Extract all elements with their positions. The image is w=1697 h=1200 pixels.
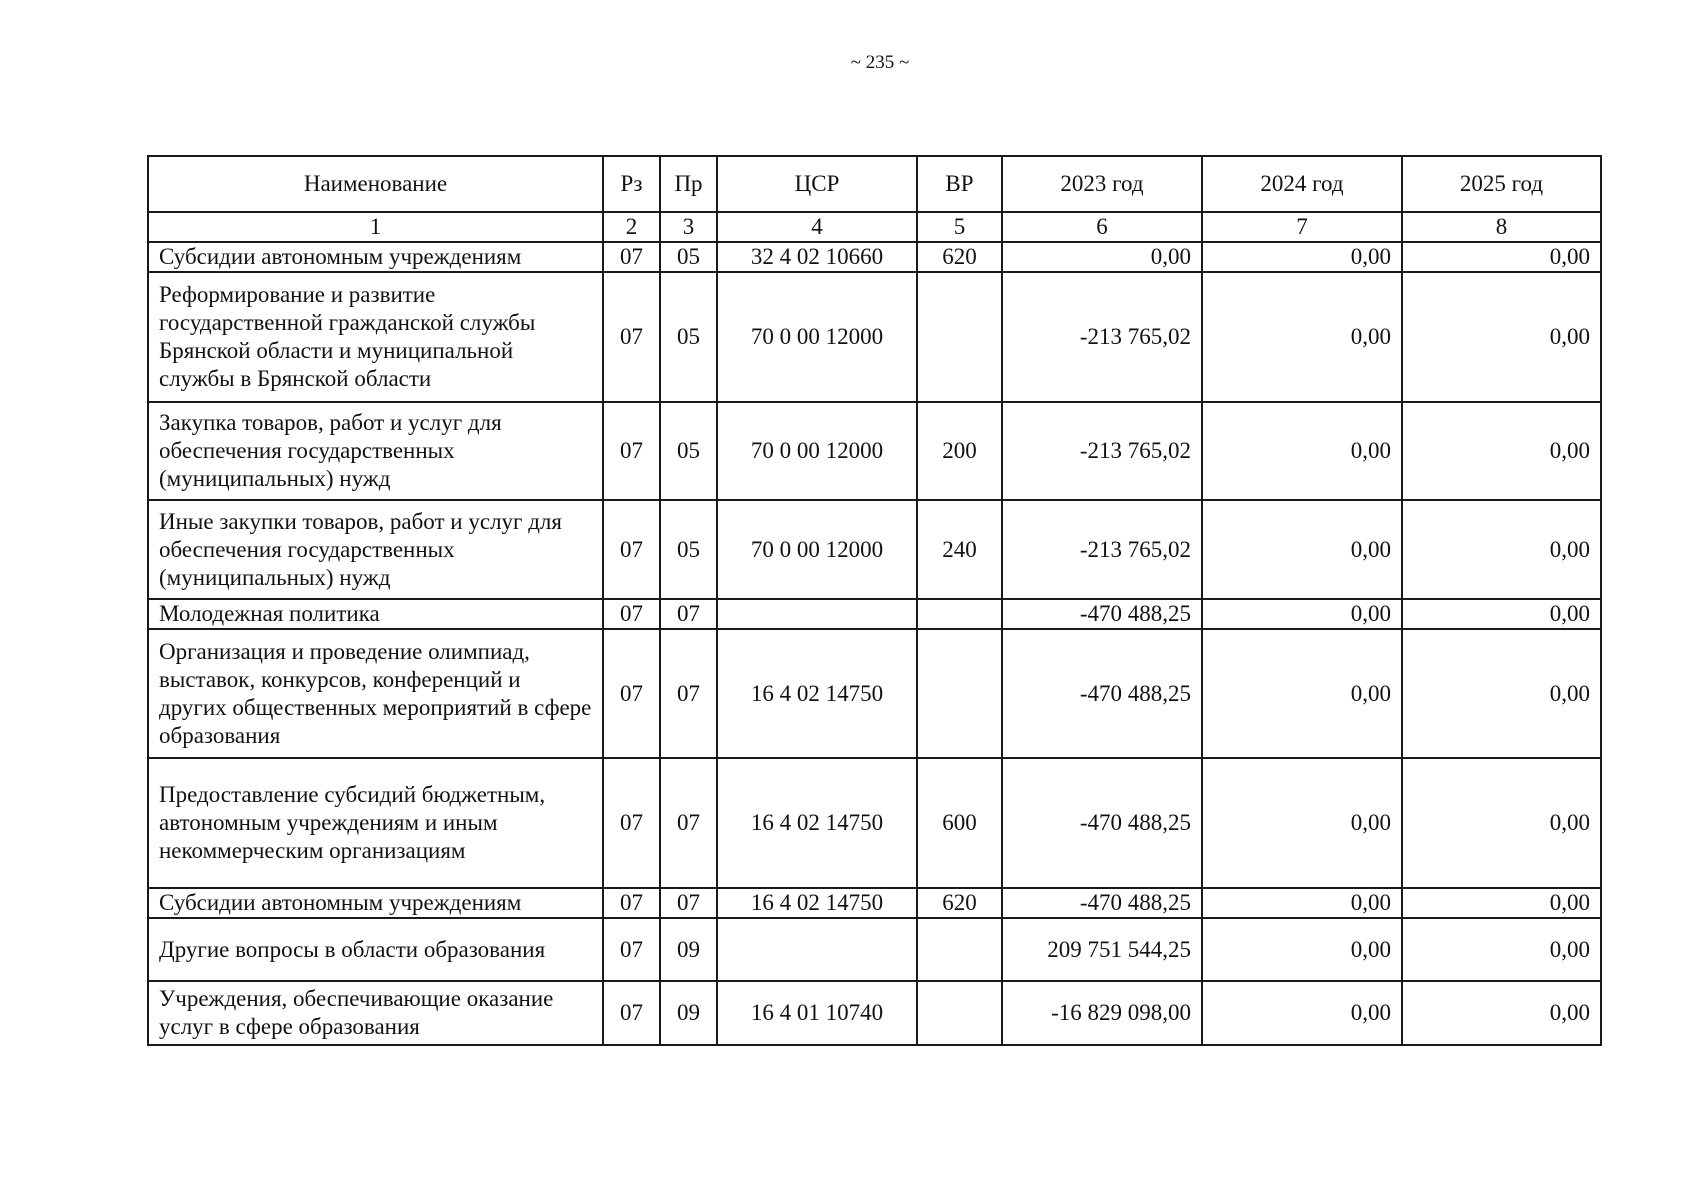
row-rz: 07 <box>603 599 660 629</box>
header-2025: 2025 год <box>1402 156 1601 212</box>
row-rz: 07 <box>603 629 660 758</box>
row-2023: -213 765,02 <box>1002 500 1202 599</box>
header-csr: ЦСР <box>717 156 917 212</box>
row-csr: 16 4 02 14750 <box>717 758 917 888</box>
row-name: Закупка товаров, работ и услуг для обеспечения государственных (муниципальных) нужд <box>148 402 603 500</box>
row-2023: -470 488,25 <box>1002 758 1202 888</box>
table-row <box>148 629 1601 758</box>
row-2024: 0,00 <box>1202 981 1402 1045</box>
row-2025: 0,00 <box>1402 599 1601 629</box>
row-2024: 0,00 <box>1202 599 1402 629</box>
row-2024: 0,00 <box>1202 272 1402 402</box>
row-rz: 07 <box>603 242 660 272</box>
column-number: 5 <box>917 212 1002 242</box>
row-name: Молодежная политика <box>148 599 603 629</box>
column-number: 6 <box>1002 212 1202 242</box>
row-2025: 0,00 <box>1402 500 1601 599</box>
budget-table <box>147 155 1602 1046</box>
table-row <box>148 758 1601 888</box>
row-2025: 0,00 <box>1402 888 1601 918</box>
row-pr: 07 <box>660 629 717 758</box>
row-name: Учреждения, обеспечивающие оказание услуг в сфере образования <box>148 981 603 1045</box>
row-name: Реформирование и развитие государственной гражданской службы Брянской области и муниципальной службы в Брянской области <box>148 272 603 402</box>
row-csr: 70 0 00 12000 <box>717 402 917 500</box>
row-csr <box>717 599 917 629</box>
row-csr: 32 4 02 10660 <box>717 242 917 272</box>
row-vr <box>917 272 1002 402</box>
row-name: Субсидии автономным учреждениям <box>148 888 603 918</box>
row-2024: 0,00 <box>1202 242 1402 272</box>
row-2023: -470 488,25 <box>1002 599 1202 629</box>
row-csr <box>717 918 917 981</box>
column-number: 1 <box>148 212 603 242</box>
row-2023: 0,00 <box>1002 242 1202 272</box>
row-name: Предоставление субсидий бюджетным, автономным учреждениям и иным некоммерческим организациям <box>148 758 603 888</box>
header-rz: Рз <box>603 156 660 212</box>
row-2023: -213 765,02 <box>1002 402 1202 500</box>
column-number: 3 <box>660 212 717 242</box>
row-rz: 07 <box>603 500 660 599</box>
row-vr <box>917 918 1002 981</box>
row-vr <box>917 599 1002 629</box>
row-name: Организация и проведение олимпиад, выставок, конкурсов, конференций и других общественных мероприятий в сфере образования <box>148 629 603 758</box>
row-rz: 07 <box>603 918 660 981</box>
table-row <box>148 599 1601 629</box>
row-vr: 600 <box>917 758 1002 888</box>
row-name: Иные закупки товаров, работ и услуг для обеспечения государственных (муниципальных) нужд <box>148 500 603 599</box>
row-vr <box>917 981 1002 1045</box>
row-rz: 07 <box>603 981 660 1045</box>
page-number: ~ 235 ~ <box>850 52 910 73</box>
row-2023: 209 751 544,25 <box>1002 918 1202 981</box>
column-number: 7 <box>1202 212 1402 242</box>
row-2025: 0,00 <box>1402 402 1601 500</box>
table-row <box>148 402 1601 500</box>
row-2025: 0,00 <box>1402 242 1601 272</box>
table-row <box>148 888 1601 918</box>
row-csr: 70 0 00 12000 <box>717 272 917 402</box>
row-name: Другие вопросы в области образования <box>148 918 603 981</box>
header-pr: Пр <box>660 156 717 212</box>
row-csr: 70 0 00 12000 <box>717 500 917 599</box>
row-2023: -213 765,02 <box>1002 272 1202 402</box>
row-2025: 0,00 <box>1402 918 1601 981</box>
row-2025: 0,00 <box>1402 629 1601 758</box>
row-pr: 09 <box>660 981 717 1045</box>
row-vr: 620 <box>917 888 1002 918</box>
table-row <box>148 918 1601 981</box>
table-row <box>148 272 1601 402</box>
row-2024: 0,00 <box>1202 629 1402 758</box>
column-number: 4 <box>717 212 917 242</box>
row-2025: 0,00 <box>1402 758 1601 888</box>
row-pr: 07 <box>660 599 717 629</box>
column-number-row <box>148 212 1601 242</box>
row-2023: -470 488,25 <box>1002 629 1202 758</box>
row-2025: 0,00 <box>1402 981 1601 1045</box>
row-rz: 07 <box>603 888 660 918</box>
row-vr <box>917 629 1002 758</box>
row-vr: 620 <box>917 242 1002 272</box>
row-2024: 0,00 <box>1202 758 1402 888</box>
row-pr: 05 <box>660 402 717 500</box>
row-rz: 07 <box>603 402 660 500</box>
row-pr: 07 <box>660 758 717 888</box>
header-vr: ВР <box>917 156 1002 212</box>
row-2024: 0,00 <box>1202 500 1402 599</box>
row-rz: 07 <box>603 272 660 402</box>
table-row <box>148 981 1601 1045</box>
row-pr: 07 <box>660 888 717 918</box>
row-csr: 16 4 02 14750 <box>717 888 917 918</box>
row-2024: 0,00 <box>1202 888 1402 918</box>
row-2023: -470 488,25 <box>1002 888 1202 918</box>
row-pr: 09 <box>660 918 717 981</box>
row-vr: 200 <box>917 402 1002 500</box>
row-rz: 07 <box>603 758 660 888</box>
header-name: Наименование <box>148 156 603 212</box>
row-2024: 0,00 <box>1202 402 1402 500</box>
row-pr: 05 <box>660 242 717 272</box>
row-vr: 240 <box>917 500 1002 599</box>
header-2023: 2023 год <box>1002 156 1202 212</box>
row-2023: -16 829 098,00 <box>1002 981 1202 1045</box>
table-row <box>148 242 1601 272</box>
row-pr: 05 <box>660 272 717 402</box>
header-2024: 2024 год <box>1202 156 1402 212</box>
row-2025: 0,00 <box>1402 272 1601 402</box>
row-2024: 0,00 <box>1202 918 1402 981</box>
row-csr: 16 4 02 14750 <box>717 629 917 758</box>
row-name: Субсидии автономным учреждениям <box>148 242 603 272</box>
header-row <box>148 156 1601 212</box>
row-csr: 16 4 01 10740 <box>717 981 917 1045</box>
column-number: 2 <box>603 212 660 242</box>
table-row <box>148 500 1601 599</box>
column-number: 8 <box>1402 212 1601 242</box>
row-pr: 05 <box>660 500 717 599</box>
